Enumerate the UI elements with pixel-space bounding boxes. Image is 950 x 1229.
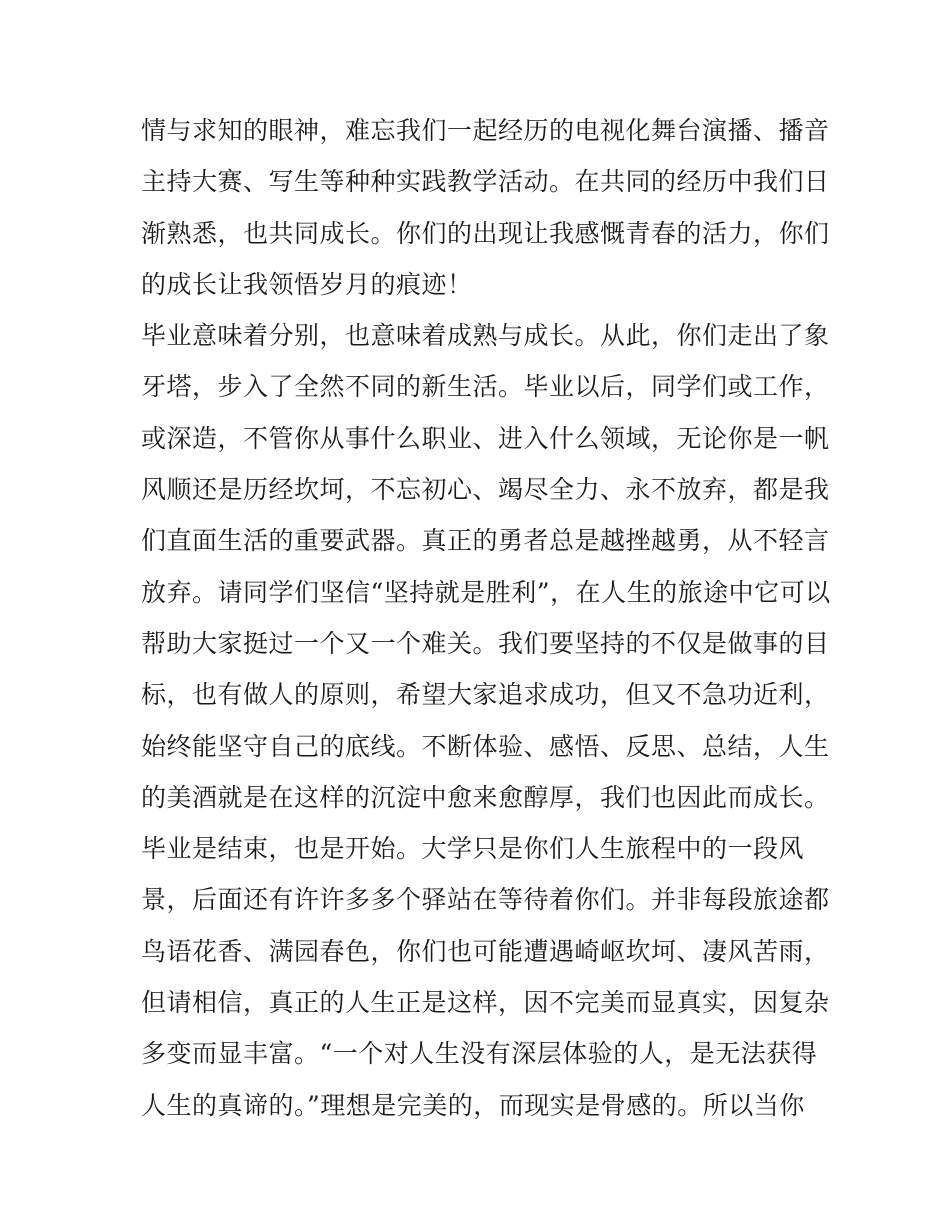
- text-line: 放弃。请同学们坚信“坚持就是胜利”，在人生的旅途中它可以: [141, 577, 831, 607]
- text-line: 毕业意味着分别，也意味着成熟与成长。从此，你们走出了象: [141, 321, 830, 351]
- text-line: 的成长让我领悟岁月的痕迹！: [141, 269, 473, 299]
- text-line: 的美酒就是在这样的沉淀中愈来愈醇厚，我们也因此而成长。: [141, 782, 830, 812]
- text-line: 始终能坚守自己的底线。不断体验、感悟、反思、总结，人生: [141, 731, 830, 761]
- text-line: 标，也有做人的原则，希望大家追求成功，但又不急功近利，: [141, 680, 830, 710]
- text-line: 多变而显丰富。“一个对人生没有深层体验的人，是无法获得: [141, 1039, 818, 1069]
- text-line: 人生的真谛的。”理想是完美的，而现实是骨感的。所以当你: [141, 1090, 805, 1120]
- text-line: 牙塔，步入了全然不同的新生活。毕业以后，同学们或工作，: [141, 372, 830, 402]
- text-line: 毕业是结束，也是开始。大学只是你们人生旅程中的一段风: [141, 834, 805, 864]
- text-line: 主持大赛、写生等种种实践教学活动。在共同的经历中我们日: [141, 167, 830, 197]
- text-line: 渐熟悉，也共同成长。你们的出现让我感慨青春的活力，你们: [141, 218, 830, 248]
- text-line: 风顺还是历经坎坷，不忘初心、竭尽全力、永不放弃，都是我: [141, 475, 830, 505]
- text-line: 鸟语花香、满园春色，你们也可能遭遇崎岖坎坷、凄风苦雨，: [141, 936, 830, 966]
- text-line: 帮助大家挺过一个又一个难关。我们要坚持的不仅是做事的目: [141, 628, 830, 658]
- text-line: 或深造，不管你从事什么职业、进入什么领域，无论你是一帆: [141, 423, 830, 453]
- text-line: 但请相信，真正的人生正是这样，因不完美而显真实，因复杂: [141, 988, 830, 1018]
- text-line: 们直面生活的重要武器。真正的勇者总是越挫越勇，从不轻言: [141, 526, 830, 556]
- text-line: 情与求知的眼神，难忘我们一起经历的电视化舞台演播、播音: [141, 116, 830, 145]
- text-line: 景，后面还有许许多多个驿站在等待着你们。并非每段旅途都: [141, 885, 830, 915]
- body-text: [141, 105, 831, 1131]
